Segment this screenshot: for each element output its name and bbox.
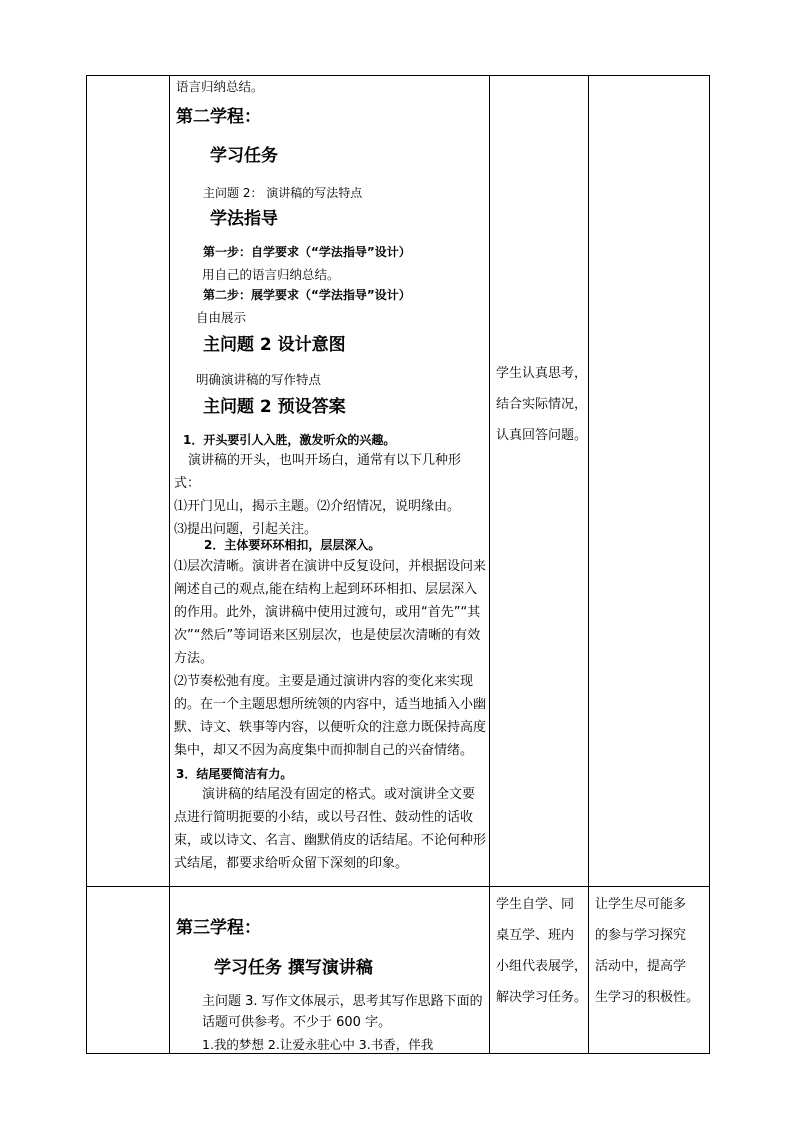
student-line: 桌互学、班内: [496, 928, 575, 943]
point3-title: 3．结尾要简洁有力。: [176, 767, 293, 781]
step1-text: 用自己的语言归纳总结。: [202, 267, 340, 282]
point1-items: [174, 495, 486, 541]
process-cell: [170, 887, 490, 1054]
student-line: 小组代表展学，: [496, 959, 588, 974]
answer-heading: 主问题 2 预设答案: [203, 397, 346, 417]
intent-text: 明确演讲稿的写作特点: [196, 372, 322, 387]
design-intent-cell: [589, 76, 710, 887]
point2-title: 2．主体要环环相扣，层层深入。: [204, 538, 381, 552]
step2-text: 自由展示: [196, 310, 247, 325]
student-line: 学生认真思考，: [496, 366, 588, 381]
point1-items-b: ⑶提出问题，引起关注。: [174, 522, 318, 537]
intent-line: 活动中，提高学: [595, 959, 687, 974]
topic-list: 1.我的梦想 2.让爱永驻心中 3.书香，伴我: [202, 1037, 434, 1052]
table-row: [87, 76, 710, 887]
student-activity-text: [496, 889, 588, 1013]
table-row: [87, 887, 710, 1054]
method-heading: 学法指导: [210, 209, 278, 229]
task-heading: 学习任务 撰写演讲稿: [214, 958, 373, 978]
stage-title: 第二学程：: [176, 107, 261, 127]
intent-line: 让学生尽可能多: [595, 897, 687, 912]
student-line: 结合实际情况，: [496, 397, 588, 412]
lead-line: 语言归纳总结。: [176, 79, 264, 94]
intent-line: 生学习的积极性。: [595, 990, 700, 1005]
step1-label: 第一步：自学要求（“学法指导”设计）: [203, 245, 411, 259]
stage-title: 第三学程：: [176, 918, 261, 938]
stage-cell: [87, 76, 170, 887]
student-line: 认真回答问题。: [496, 428, 588, 443]
point3-text: 演讲稿的结尾没有固定的格式。或对演讲全文要点进行简明扼要的小结，或以号召性、鼓动性的话收束，或以诗文、名言、幽默俏皮的话结尾。不论何种形式结尾，都要求给听众留下深刻的印象。: [174, 787, 487, 871]
point1-title: 1．开头要引人入胜，激发听众的兴趣。: [183, 433, 396, 447]
task-heading: 学习任务: [210, 146, 278, 166]
intent-line: 的参与学习探究: [595, 928, 687, 943]
student-activity-cell: [490, 76, 589, 887]
point1-text: 演讲稿的开头，也叫开场白，通常有以下几种形式：: [174, 453, 462, 491]
student-line: 学生自学、同: [496, 897, 575, 912]
main-question: 主问题 2： 演讲稿的写法特点: [203, 186, 363, 200]
point1-items-a: ⑴开门见山，揭示主题。⑵介绍情况，说明缘由。: [174, 499, 461, 514]
student-activity-cell: [490, 887, 589, 1054]
intent-heading: 主问题 2 设计意图: [203, 335, 346, 355]
main-question: 主问题 3. 写作文体展示，思考其写作思路下面的话题可供参考。不少于 600 字。: [202, 994, 483, 1030]
step2-label: 第二步：展学要求（“学法指导”设计）: [203, 288, 411, 302]
lesson-plan-table: [86, 75, 710, 1054]
point2-text-a: ⑴层次清晰。演讲者在演讲中反复设问，并根据设问来阐述自己的观点,能在结构上起到环环相扣、层层深入的作用。此外，演讲稿中使用过渡句，或用“首先”“其次”“然后”等词语来区别层次，也是使层次清晰的有效方法。: [174, 559, 487, 666]
stage-cell: [87, 887, 170, 1054]
design-intent-cell: [589, 887, 710, 1054]
student-line: 解决学习任务。: [496, 990, 588, 1005]
point2-text-b: ⑵节奏松弛有度。主要是通过演讲内容的变化来实现的。在一个主题思想所统领的内容中，适当地插入小幽默、诗文、轶事等内容，以便听众的注意力既保持高度集中，却又不因为高度集中而抑制自己的兴奋情绪。: [174, 674, 487, 758]
design-intent-text: [595, 889, 707, 1013]
student-activity-text: [496, 358, 588, 451]
process-cell: [170, 76, 490, 887]
